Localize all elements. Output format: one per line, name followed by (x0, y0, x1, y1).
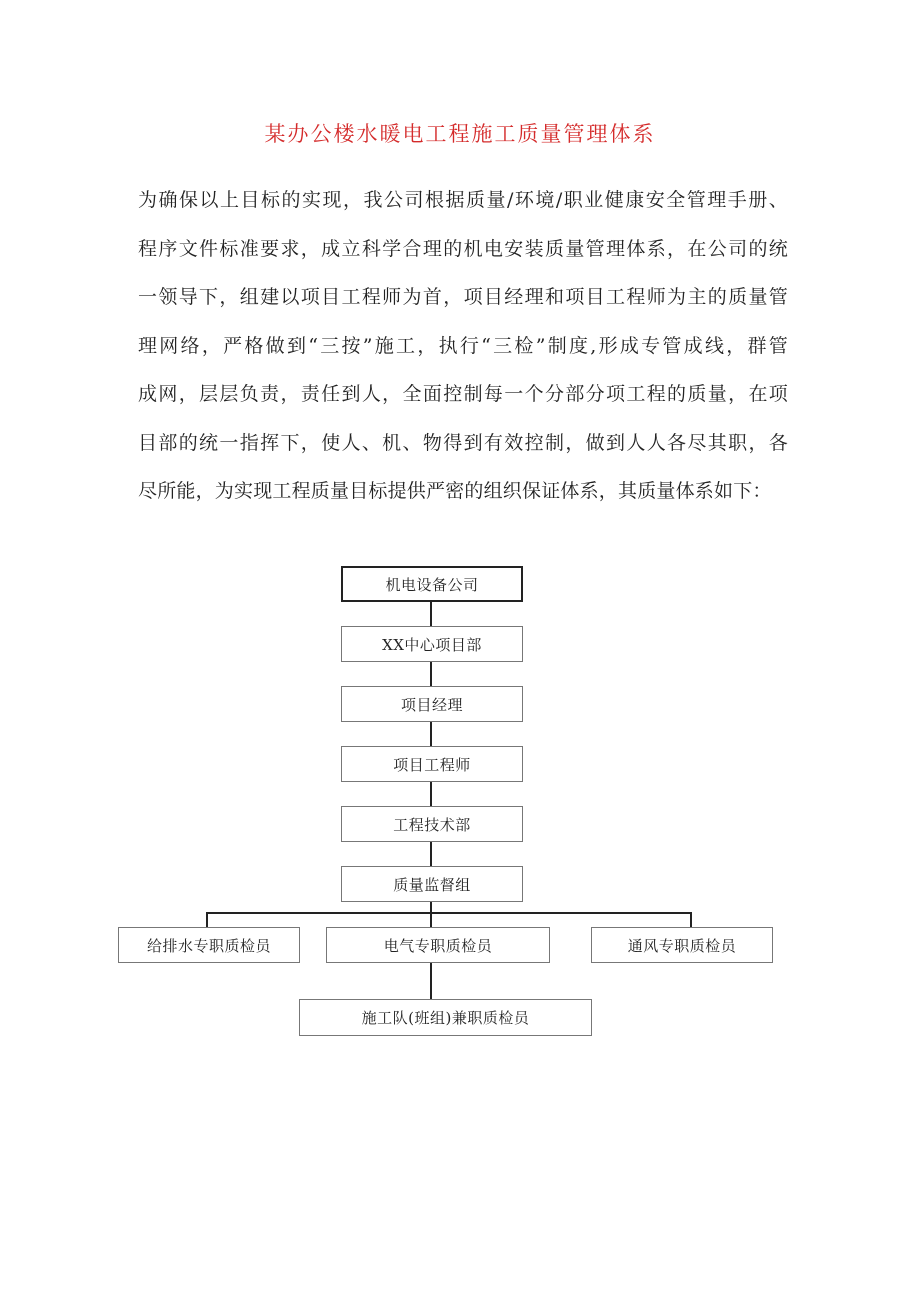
paragraph-line: 成网，层层负责，责任到人，全面控制每一个分部分项工程的质量，在项 (138, 383, 788, 405)
org-node-plumbing-inspector: 给排水专职质检员 (118, 927, 300, 963)
connector (430, 721, 432, 747)
org-node-ventilation-inspector: 通风专职质检员 (591, 927, 773, 963)
connector (206, 912, 208, 928)
connector (430, 661, 432, 687)
org-node-project-manager: 项目经理 (341, 686, 523, 722)
org-node-team-inspector: 施工队(班组)兼职质检员 (299, 999, 592, 1036)
connector (430, 601, 432, 627)
org-node-company: 机电设备公司 (341, 566, 523, 602)
paragraph-line: 尽所能，为实现工程质量目标提供严密的组织保证体系，其质量体系如下： (138, 480, 772, 502)
paragraph-line: 理网络，严格做到“三按”施工，执行“三检”制度,形成专管成线，群管 (138, 334, 788, 357)
paragraph-line: 一领导下，组建以项目工程师为首，项目经理和项目工程师为主的质量管 (138, 286, 788, 308)
connector (430, 962, 432, 1000)
intro-paragraph (138, 180, 788, 520)
connector (430, 781, 432, 807)
org-node-project-engineer: 项目工程师 (341, 746, 523, 782)
branch-bar (206, 912, 692, 914)
connector (690, 912, 692, 928)
org-node-quality-group: 质量监督组 (341, 866, 523, 902)
org-node-project-dept: XX中心项目部 (341, 626, 523, 662)
paragraph-line: 为确保以上目标的实现，我公司根据质量/环境/职业健康安全管理手册、 (138, 189, 788, 211)
paragraph-line: 程序文件标准要求，成立科学合理的机电安装质量管理体系，在公司的统 (138, 237, 788, 260)
org-node-electrical-inspector: 电气专职质检员 (326, 927, 550, 963)
org-node-tech-dept: 工程技术部 (341, 806, 523, 842)
connector (430, 912, 432, 928)
paragraph-line: 目部的统一指挥下，使人、机、物得到有效控制，做到人人各尽其职，各 (138, 431, 788, 454)
connector (430, 841, 432, 867)
document-title: 某办公楼水暖电工程施工质量管理体系 (264, 122, 656, 146)
